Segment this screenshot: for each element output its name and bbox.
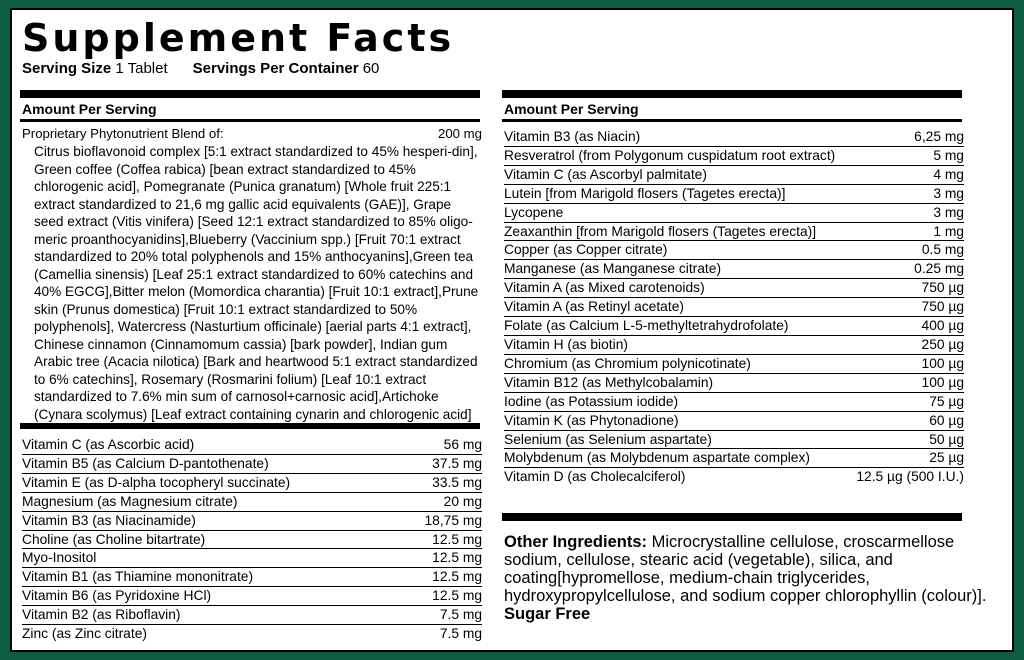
nutrient-amount: 60 µg: [929, 412, 964, 428]
right-nutrient-row: [504, 298, 964, 316]
blend-description: Citrus bioflavonoid complex [5:1 extract standardized to 45% hesperi-din], Green coffee (Coffea rabica) [bean extract standardized to 45% chlorogenic acid], Pomegranate (Punica granatum) [Whole fruit 225:1 extract standardized to 21,6 mg gallic acid equivalents (GAE)], Grape seed extract (Vitis vinifera) [Seed 12:1 extract standardized to 85% oligo-meric proanthocyanidins],Blueberry (Vaccinium spp.) [Fruit 70:1 extract standardized to 20% total polyphenols and 15% anthocyanins],Green tea (Camellia sinensis) [Leaf 25:1 extract standardized to 60% catechins and 40% EGCG],Bitter melon (Momordica charantia) [Fruit 10:1 extract],Prune skin (Prunus domestica) [Fruit 10:1 extract standardized to 50% polyphenols], Watercress (Nasturtium officinale) [aerial parts 4:1 extract], Chinese cinnamon (Cinnamomum cassia) [bark powder], Indian gum Arabic tree (Acacia nilotica) [Bark and heartwood 5:1 extract standardized to 6% catechins], Rosemary (Rosmarini folium) [Leaf 10:1 extract standardized to 7.6% min sum of carnosol+carnosic acid],Artichoke (Cynara scolymus) [Leaf extract containing cynarin and chlorogenic acid]: [34, 144, 479, 422]
left-nutrient-row: [22, 493, 482, 511]
nutrient-name: Vitamin A (as Mixed carotenoids): [504, 280, 705, 296]
right-nutrient-row: [504, 412, 964, 430]
supplement-facts-panel: [10, 8, 1014, 652]
left-thick-bar: [20, 90, 480, 98]
left-nutrient-row: [22, 587, 482, 605]
right-nutrient-row: [504, 241, 964, 259]
nutrient-amount: 0.5 mg: [921, 242, 964, 258]
right-nutrient-row: [504, 468, 964, 486]
panel-title: Supplement Facts: [22, 16, 455, 60]
right-nutrient-row: [504, 336, 964, 354]
nutrient-name: Vitamin C (as Ascorbyl palmitate): [504, 166, 707, 182]
right-nutrient-row: [504, 355, 964, 373]
serving-size-value: 1 Tablet: [115, 60, 168, 77]
nutrient-amount: 12.5 mg: [432, 569, 482, 585]
other-ingredients: [504, 533, 1004, 623]
nutrient-amount: 7.5 mg: [439, 626, 482, 642]
nutrient-amount: 1 mg: [933, 223, 964, 239]
nutrient-amount: 37.5 mg: [432, 455, 482, 471]
sugar-free-label: Sugar Free: [504, 605, 591, 623]
nutrient-amount: 12.5 µg (500 I.U.): [856, 469, 964, 485]
blend-section: [22, 125, 482, 423]
left-nutrient-row: [22, 531, 482, 549]
blend-name: Proprietary Phytonutrient Blend of:: [22, 126, 224, 141]
left-nutrient-row: [22, 549, 482, 567]
right-nutrient-row: [504, 185, 964, 203]
nutrient-amount: 12.5 mg: [432, 550, 482, 566]
left-amount-header: Amount Per Serving: [22, 101, 157, 117]
nutrient-name: Copper (as Copper citrate): [504, 242, 668, 258]
right-nutrient-row: [504, 260, 964, 278]
nutrient-name: Folate (as Calcium L-5-methyltetrahydrofolate): [504, 318, 789, 334]
nutrient-name: Zeaxanthin [from Marigold flosers (Tagetes erecta)]: [504, 223, 817, 239]
right-nutrient-row: [504, 204, 964, 222]
nutrient-name: Lycopene: [504, 204, 564, 220]
right-thick-bar: [502, 90, 962, 98]
nutrient-name: Manganese (as Manganese citrate): [504, 261, 722, 277]
nutrient-amount: 750 µg: [921, 280, 964, 296]
serving-info: [22, 60, 379, 77]
nutrient-name: Vitamin A (as Retinyl acetate): [504, 299, 684, 315]
right-nutrient-list: [504, 128, 964, 486]
left-header-rule: [20, 119, 480, 122]
nutrient-amount: 33.5 mg: [432, 474, 482, 490]
nutrient-name: Vitamin B3 (as Niacinamide): [22, 512, 196, 528]
left-nutrient-row: [22, 455, 482, 473]
right-nutrient-row: [504, 279, 964, 297]
nutrient-amount: 6,25 mg: [914, 129, 964, 144]
right-nutrient-row: [504, 166, 964, 184]
nutrient-name: Resveratrol (from Polygonum cuspidatum root extract): [504, 147, 836, 163]
nutrient-name: Zinc (as Zinc citrate): [22, 626, 147, 642]
nutrient-amount: 750 µg: [921, 299, 964, 315]
nutrient-amount: 3 mg: [933, 204, 964, 220]
right-nutrient-row: [504, 374, 964, 392]
nutrient-amount: 12.5 mg: [432, 588, 482, 604]
nutrient-amount: 25 µg: [929, 450, 964, 466]
nutrient-amount: 100 µg: [921, 374, 964, 390]
nutrient-name: Vitamin B3 (as Niacin): [504, 129, 641, 144]
nutrient-name: Vitamin B12 (as Methylcobalamin): [504, 374, 714, 390]
nutrient-name: Vitamin B6 (as Pyridoxine HCl): [22, 588, 212, 604]
nutrient-amount: 4 mg: [933, 166, 964, 182]
right-nutrient-row: [504, 431, 964, 449]
right-nutrient-row: [504, 317, 964, 335]
left-nutrient-row: [22, 474, 482, 492]
nutrient-amount: 100 µg: [921, 355, 964, 371]
nutrient-amount: 75 µg: [929, 393, 964, 409]
right-nutrient-row: [504, 449, 964, 467]
nutrient-amount: 7.5 mg: [439, 607, 482, 623]
nutrient-name: Lutein [from Marigold flosers (Tagetes erecta)]: [504, 185, 786, 201]
right-header-rule: [502, 119, 962, 122]
nutrient-amount: 56 mg: [443, 437, 482, 452]
nutrient-amount: 250 µg: [921, 336, 964, 352]
nutrient-amount: 5 mg: [933, 147, 964, 163]
nutrient-amount: 18,75 mg: [424, 512, 482, 528]
right-nutrient-row: [504, 147, 964, 165]
nutrient-name: Magnesium (as Magnesium citrate): [22, 493, 238, 509]
nutrient-amount: 3 mg: [933, 185, 964, 201]
nutrient-amount: 0.25 mg: [914, 261, 964, 277]
nutrient-name: Chromium (as Chromium polynicotinate): [504, 355, 751, 371]
left-nutrient-row: [22, 568, 482, 586]
blend-amount: 200 mg: [438, 126, 482, 141]
nutrient-name: Vitamin C (as Ascorbic acid): [22, 437, 195, 452]
nutrient-amount: 12.5 mg: [432, 531, 482, 547]
nutrient-name: Choline (as Choline bitartrate): [22, 531, 206, 547]
servings-per-container-value: 60: [362, 60, 380, 77]
left-divider-bar: [20, 423, 480, 429]
nutrient-name: Vitamin K (as Phytonadione): [504, 412, 679, 428]
nutrient-name: Iodine (as Potassium iodide): [504, 393, 679, 409]
right-amount-header: Amount Per Serving: [504, 101, 639, 117]
nutrient-amount: 20 mg: [443, 493, 482, 509]
right-nutrient-row: [504, 393, 964, 411]
nutrient-name: Vitamin B5 (as Calcium D-pantothenate): [22, 455, 269, 471]
left-nutrient-row: [22, 512, 482, 530]
left-nutrient-row: [22, 436, 482, 454]
other-ingredients-text: Microcrystalline cellulose, croscarmellose sodium, cellulose, stearic acid (vegetable), silica, and coating[hypromellose, medium-chain triglycerides, hydroxypropylcellulose, and sodium copper chlorophyllin (colour)].: [504, 533, 987, 605]
left-nutrient-row: [22, 625, 482, 643]
left-nutrient-row: [22, 606, 482, 624]
right-nutrient-row: [504, 223, 964, 241]
right-bottom-bar: [502, 513, 962, 521]
right-nutrient-row: [504, 128, 964, 146]
nutrient-amount: 400 µg: [921, 318, 964, 334]
other-ingredients-label: Other Ingredients:: [504, 533, 648, 551]
nutrient-name: Vitamin B1 (as Thiamine mononitrate): [22, 569, 254, 585]
nutrient-name: Molybdenum (as Molybdenum aspartate complex): [504, 450, 810, 466]
nutrient-name: Vitamin D (as Cholecalciferol): [504, 469, 686, 485]
blend-row: [22, 125, 482, 143]
nutrient-name: Vitamin E (as D-alpha tocopheryl succinate): [22, 474, 291, 490]
nutrient-name: Myo-Inositol: [22, 550, 97, 566]
nutrient-name: Selenium (as Selenium aspartate): [504, 431, 712, 447]
left-nutrient-list: [22, 436, 482, 643]
nutrient-amount: 50 µg: [929, 431, 964, 447]
servings-per-container-label: Servings Per Container: [192, 60, 359, 77]
nutrient-name: Vitamin B2 (as Riboflavin): [22, 607, 181, 623]
nutrient-name: Vitamin H (as biotin): [504, 336, 628, 352]
serving-size-label: Serving Size: [22, 60, 112, 77]
